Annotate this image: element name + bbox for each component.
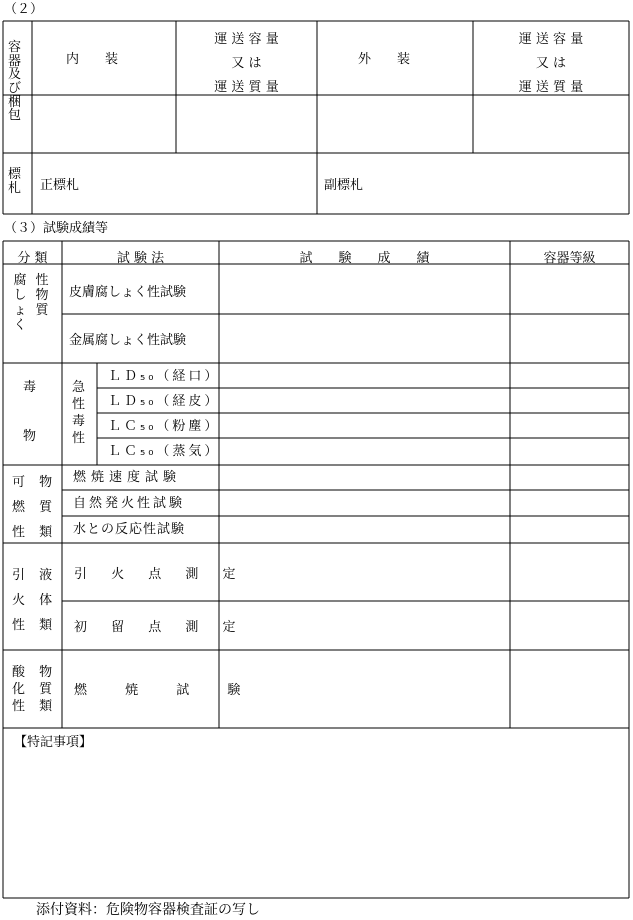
attachment-note: 添付資料：危険物容器検査証の写し — [36, 902, 260, 918]
remarks-area[interactable] — [4, 755, 628, 897]
category-line: 燃 質 — [12, 500, 58, 515]
category-char: 腐 — [13, 273, 27, 288]
label-row-char: 標 — [8, 167, 22, 182]
capacity-line: 運 送 容 量 — [518, 32, 584, 47]
category-char: し — [13, 288, 27, 303]
test-metal-corrosion: 金属腐しょく性試験 — [69, 333, 187, 348]
label-row-label — [8, 168, 21, 195]
category-line: 性 類 — [12, 525, 58, 540]
category-line: 性 類 — [12, 699, 58, 714]
test-initial-boiling-point: 初 留 点 測 定 — [74, 620, 246, 635]
test-spontaneous-ignition: 自然発火性試験 — [73, 496, 186, 511]
category-oxidizer — [12, 664, 57, 715]
category-line: 引 液 — [12, 568, 58, 583]
subcategory-char: 性 — [72, 396, 86, 412]
subcategory-char: 急 — [72, 380, 86, 395]
category-toxic-top: 毒 — [23, 380, 37, 395]
vessel-packaging-label — [8, 41, 21, 123]
capacity-line: 運 送 容 量 — [214, 32, 279, 47]
header-test-result: 試 験 成 績 — [299, 251, 430, 266]
test-burning-rate: 燃焼速度試験 — [73, 470, 182, 485]
section-2-heading: （２） — [4, 2, 44, 17]
sub-label-field: 副標札 — [324, 178, 364, 193]
test-skin-corrosion: 皮膚腐しょく性試験 — [69, 285, 187, 300]
category-char: 質 — [35, 303, 49, 318]
subcategory-char: 毒 — [72, 413, 86, 429]
test-water-reactivity: 水との反応性試験 — [73, 522, 186, 537]
main-label-field: 正標札 — [40, 178, 80, 193]
category-flammable-solid — [12, 470, 57, 545]
label-row-char: 札 — [8, 180, 22, 196]
inner-capacity-header — [176, 28, 317, 100]
test-burning: 燃 焼 試 験 — [74, 683, 258, 698]
vessel-label-char: 及 — [8, 67, 22, 83]
test-ld50-oral: ＬＤ₅₀（経口） — [108, 369, 221, 384]
outer-packaging-header: 外 装 — [358, 52, 411, 67]
section-3-heading: （３）試験成績等 — [4, 221, 109, 236]
category-char: ょ — [13, 303, 27, 318]
category-char: 性 — [35, 273, 49, 288]
subcategory-acute-toxicity — [72, 380, 85, 448]
test-lc50-vapor: ＬＣ₅₀（蒸気） — [108, 444, 221, 459]
test-lc50-dust: ＬＣ₅₀（粉塵） — [108, 419, 221, 434]
capacity-line: 運 送 質 量 — [214, 80, 279, 95]
capacity-line: 又 は — [535, 56, 567, 71]
capacity-line: 運 送 質 量 — [518, 80, 584, 95]
vessel-label-char: 器 — [8, 53, 22, 69]
subcategory-char: 性 — [72, 430, 86, 446]
category-line: 火 体 — [12, 593, 58, 608]
category-line: 酸 物 — [12, 665, 58, 680]
category-corrosive — [9, 273, 53, 333]
header-test-method: 試 験 法 — [116, 251, 165, 266]
test-ld50-dermal: ＬＤ₅₀（経皮） — [108, 394, 221, 409]
outer-capacity-header — [473, 28, 629, 100]
category-line: 化 質 — [12, 682, 58, 697]
capacity-line: 又 は — [231, 56, 262, 71]
inner-packaging-header: 内 装 — [66, 52, 119, 67]
category-toxic-bottom: 物 — [23, 429, 37, 444]
vessel-label-char: 梱 — [8, 94, 22, 110]
vessel-label-char: 容 — [8, 40, 22, 55]
vessel-label-char: び — [8, 80, 22, 96]
category-flammable-liquid — [12, 563, 57, 638]
category-line: 可 物 — [12, 475, 58, 490]
header-grade: 容器等級 — [543, 251, 596, 266]
header-category: 分 類 — [17, 251, 48, 266]
test-flash-point: 引 火 点 測 定 — [74, 567, 246, 582]
vessel-label-char: 包 — [8, 108, 22, 124]
category-char: く — [13, 318, 27, 333]
remarks-label: 【特記事項】 — [14, 735, 93, 750]
category-line: 性 類 — [12, 618, 58, 633]
category-char: 物 — [35, 288, 49, 303]
